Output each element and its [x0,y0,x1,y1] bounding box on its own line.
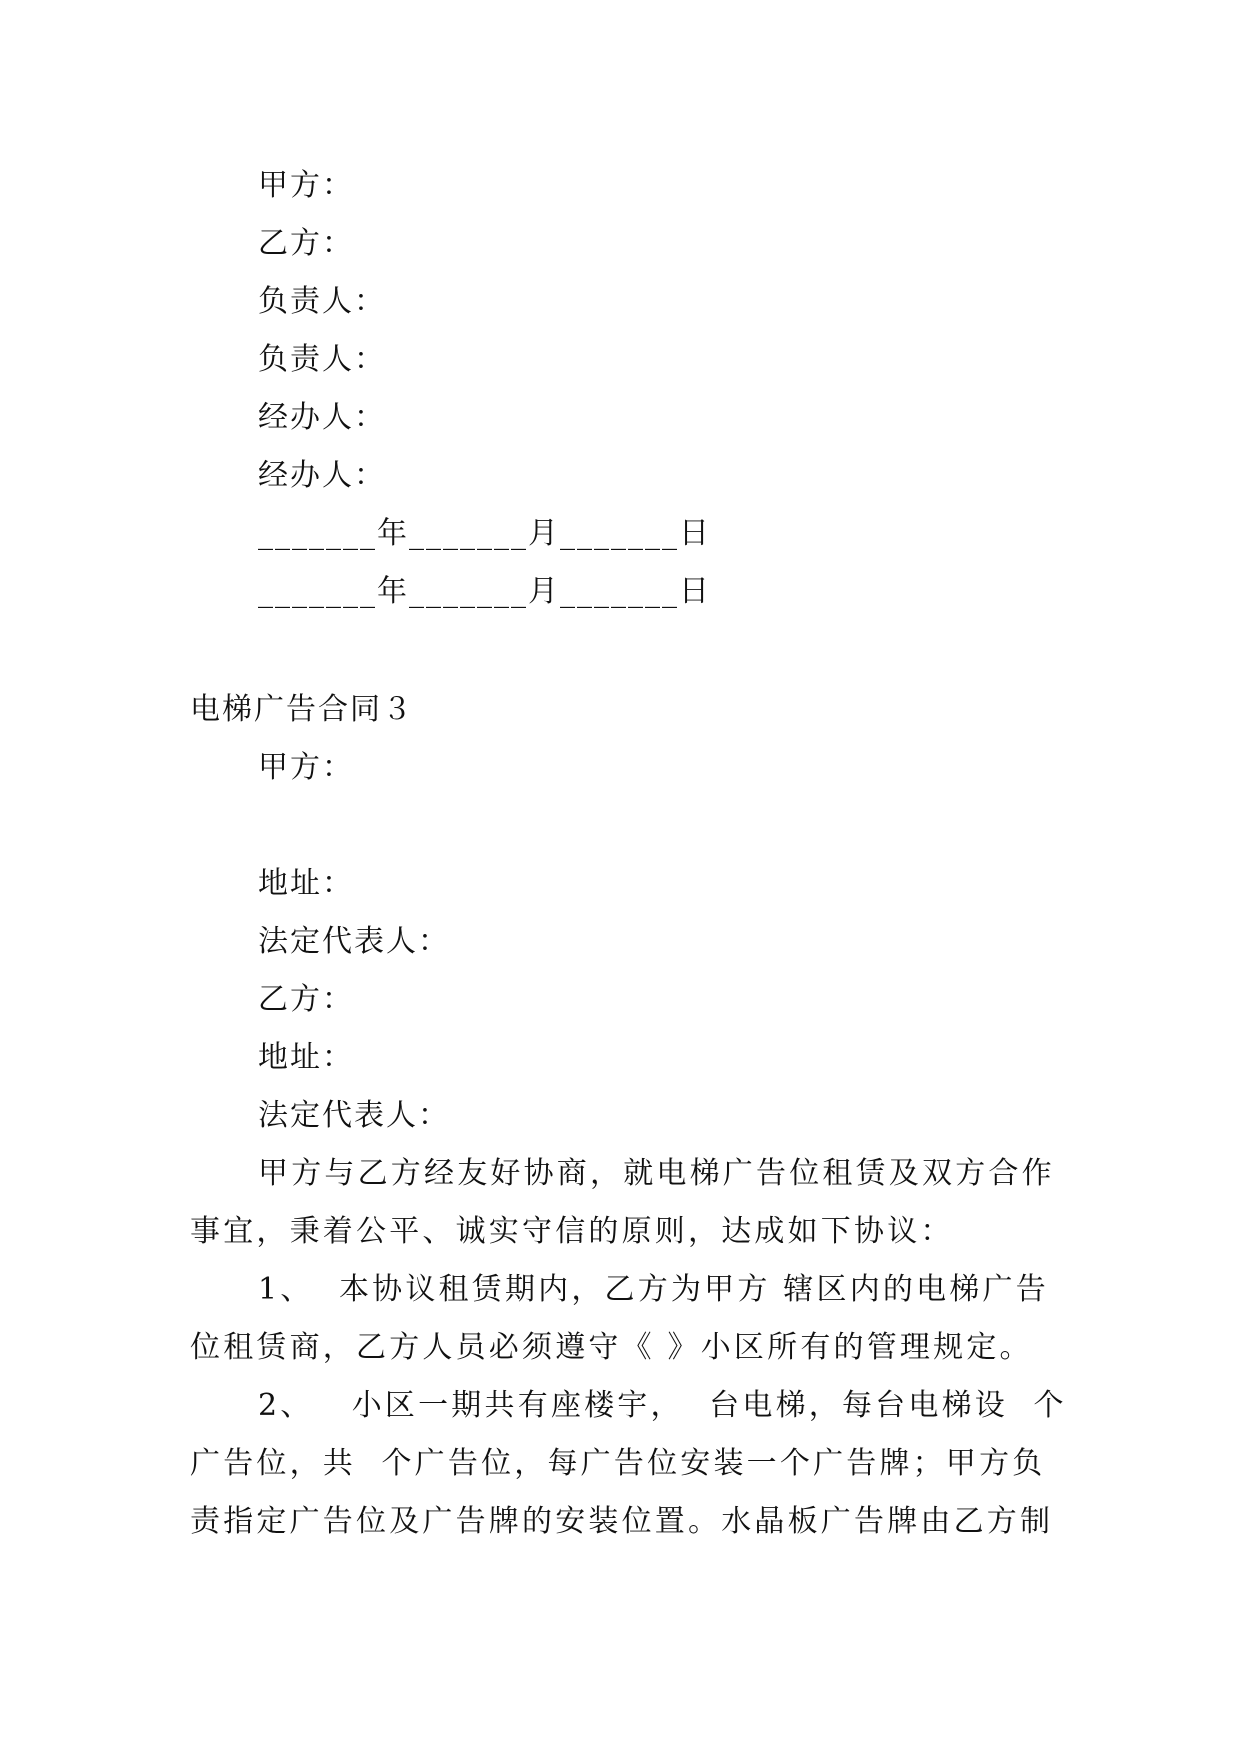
date-line-a: _______年_______月_______日 [258,516,711,551]
date-line-b: _______年_______月_______日 [258,574,711,609]
contract-party-b-label: 乙方： [258,982,354,1017]
party-a-label: 甲方： [258,168,354,203]
person-in-charge-b-label: 负责人： [258,342,386,377]
contract-title: 电梯广告合同３ [190,692,414,727]
paragraph-line: 位租赁商，乙方人员必须遵守《 》小区所有的管理规定。 [190,1330,1033,1365]
paragraph-line: 2、 小区一期共有座楼宇， 台电梯，每台电梯设 个 [258,1388,1067,1423]
handler-a-label: 经办人： [258,400,386,435]
party-b-label: 乙方： [258,226,354,261]
paragraph-line: 1、 本协议租赁期内，乙方为甲方 辖区内的电梯广告 [258,1272,1049,1307]
paragraph-line: 广告位，共 个广告位，每广告位安装一个广告牌；甲方负 [190,1446,1046,1481]
contract-address-b-label: 地址： [258,1040,354,1075]
person-in-charge-a-label: 负责人： [258,284,386,319]
contract-legal-rep-a-label: 法定代表人： [258,924,450,959]
contract-address-a-label: 地址： [258,866,354,901]
paragraph-line: 甲方与乙方经友好协商，就电梯广告位租赁及双方合作 [258,1156,1055,1191]
paragraph-line: 事宜，秉着公平、诚实守信的原则，达成如下协议： [190,1214,954,1249]
contract-party-a-label: 甲方： [258,750,354,785]
handler-b-label: 经办人： [258,458,386,493]
paragraph-line: 责指定广告位及广告牌的安装位置。水晶板广告牌由乙方制 [190,1504,1054,1539]
contract-legal-rep-b-label: 法定代表人： [258,1098,450,1133]
